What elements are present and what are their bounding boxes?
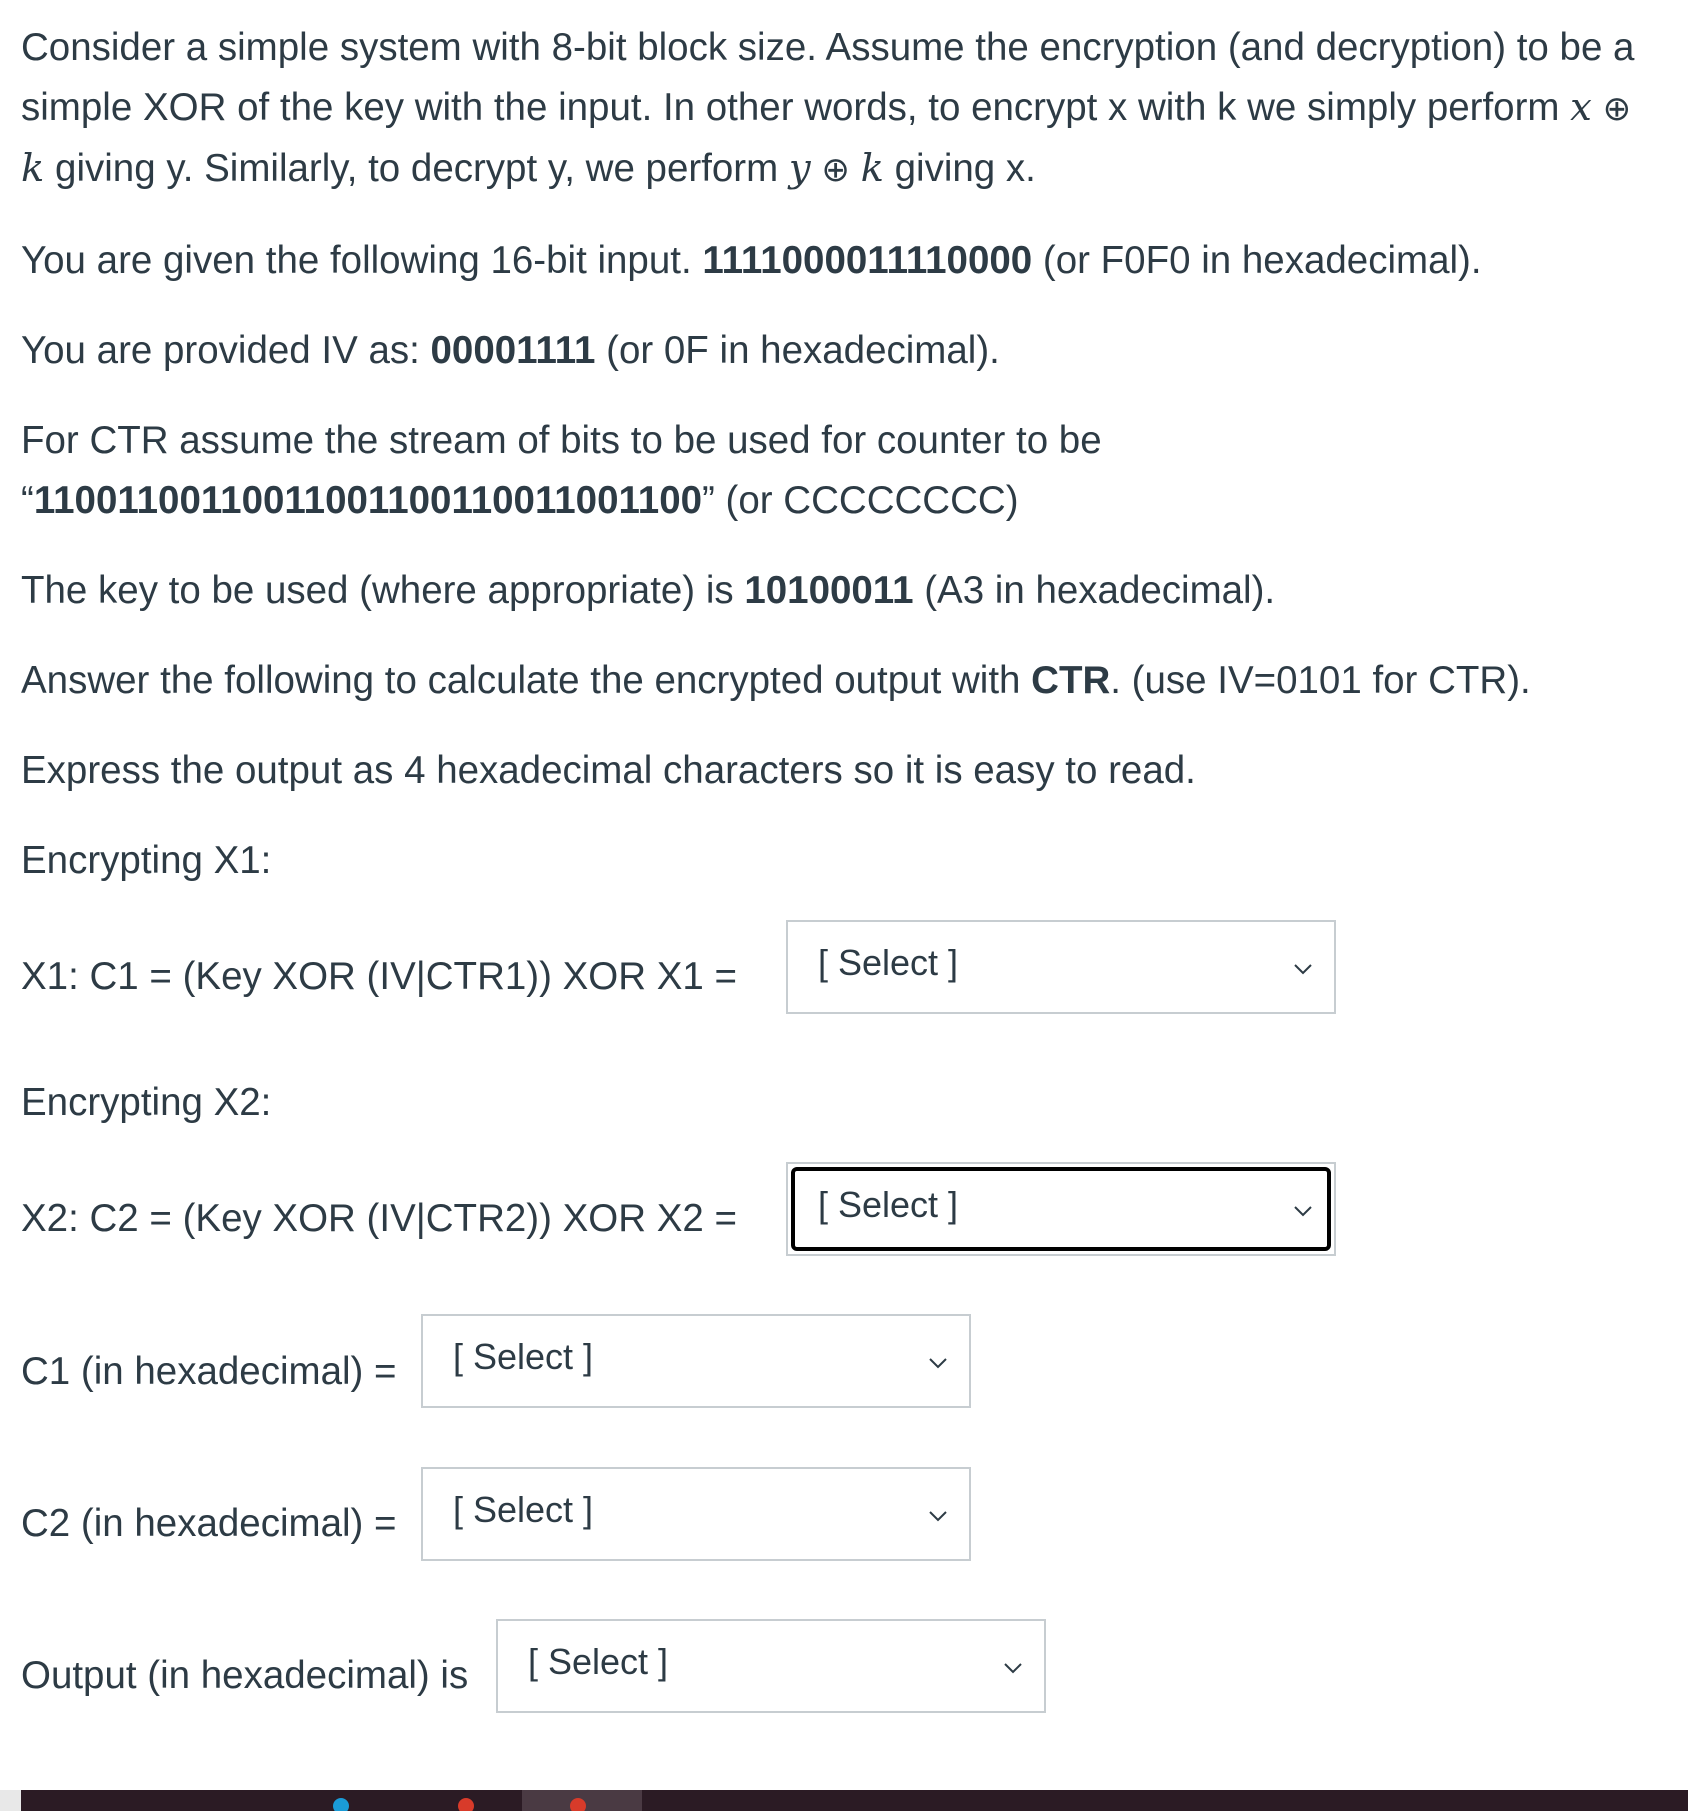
encrypting-x1-heading: Encrypting X1: (21, 839, 272, 882)
x1-select-value: [ Select ] (818, 942, 959, 983)
math-y: y (788, 146, 811, 191)
math-k: k (860, 146, 884, 191)
output-label: Output (in hexadecimal) is (21, 1654, 469, 1697)
c1-label: C1 (in hexadecimal) = (21, 1350, 397, 1393)
intro-paragraph (21, 18, 1651, 200)
key-bits: 10100011 (744, 569, 914, 612)
x1-select[interactable] (786, 920, 1336, 1014)
input-suffix: (or F0F0 in hexadecimal). (1032, 239, 1482, 282)
x2-row (21, 1189, 737, 1249)
x1-label: X1: C1 = (Key XOR (IV|CTR1)) XOR X1 = (21, 955, 738, 998)
answer-mode: CTR (1031, 659, 1111, 702)
iv-suffix: (or 0F in hexadecimal). (595, 329, 1000, 372)
intro-text-1: Consider a simple system with 8-bit block size. Assume the encryption (and decryption) to be a simple XOR of the key with the input. In other words, to encrypt x with k we simply perform (21, 26, 1635, 129)
key-paragraph (21, 561, 1275, 621)
iv-bits: 00001111 (430, 329, 596, 372)
x2-select-value: [ Select ] (818, 1184, 959, 1225)
output-select[interactable] (496, 1619, 1046, 1713)
ctr-suffix: (or CCCCCCCC) (714, 479, 1019, 522)
x2-select[interactable] (786, 1162, 1336, 1256)
c1-select[interactable] (421, 1314, 971, 1408)
math-x: x (1570, 85, 1592, 130)
ctr-open-quote: “ (21, 479, 34, 522)
taskbar-app-icon[interactable] (458, 1798, 474, 1811)
output-select-value: [ Select ] (528, 1641, 669, 1682)
c1-select-value: [ Select ] (453, 1336, 594, 1377)
taskbar-app-icon[interactable] (333, 1798, 349, 1811)
ctr-paragraph (21, 411, 1102, 531)
taskbar-app-icon (570, 1798, 586, 1811)
input-prefix: You are given the following 16-bit input. (21, 239, 703, 282)
iv-prefix: You are provided IV as: (21, 329, 431, 372)
xor-symbol: ⊕ (821, 150, 850, 190)
iv-paragraph (21, 321, 1000, 381)
taskbar (21, 1790, 1688, 1811)
xor-symbol: ⊕ (1602, 89, 1632, 129)
chevron-down-icon (1292, 958, 1314, 980)
answer-paragraph (21, 651, 1531, 711)
chevron-down-icon (1292, 1200, 1314, 1222)
c2-select-value: [ Select ] (453, 1489, 594, 1530)
c1-row (21, 1342, 397, 1402)
chevron-down-icon (927, 1505, 949, 1527)
answer-prefix: Answer the following to calculate the encrypted output with (21, 659, 1032, 702)
output-row (21, 1646, 468, 1706)
window-edge (0, 1790, 21, 1811)
chevron-down-icon (1002, 1657, 1024, 1679)
chevron-down-icon (927, 1352, 949, 1374)
x1-row (21, 947, 737, 1007)
answer-suffix: . (use IV=0101 for CTR). (1110, 659, 1531, 702)
intro-text-3: giving x. (883, 147, 1036, 190)
x2-label: X2: C2 = (Key XOR (IV|CTR2)) XOR X2 = (21, 1197, 738, 1240)
c2-select[interactable] (421, 1467, 971, 1561)
express-paragraph: Express the output as 4 hexadecimal characters so it is easy to read. (21, 749, 1196, 792)
input-paragraph (21, 231, 1482, 291)
encrypting-x2-heading: Encrypting X2: (21, 1081, 272, 1124)
key-suffix: (A3 in hexadecimal). (913, 569, 1276, 612)
ctr-bits: 11001100110011001100110011001100 (33, 479, 703, 522)
ctr-close-quote: ” (702, 479, 715, 522)
math-k: k (21, 146, 45, 191)
input-bits: 1111000011110000 (702, 239, 1033, 282)
intro-text-2: giving y. Similarly, to decrypt y, we perform (44, 147, 789, 190)
c2-label: C2 (in hexadecimal) = (21, 1502, 397, 1545)
ctr-line1: For CTR assume the stream of bits to be used for counter to be (21, 419, 1102, 462)
c2-row (21, 1494, 397, 1554)
taskbar-active-app[interactable] (522, 1790, 642, 1811)
key-prefix: The key to be used (where appropriate) is (21, 569, 745, 612)
